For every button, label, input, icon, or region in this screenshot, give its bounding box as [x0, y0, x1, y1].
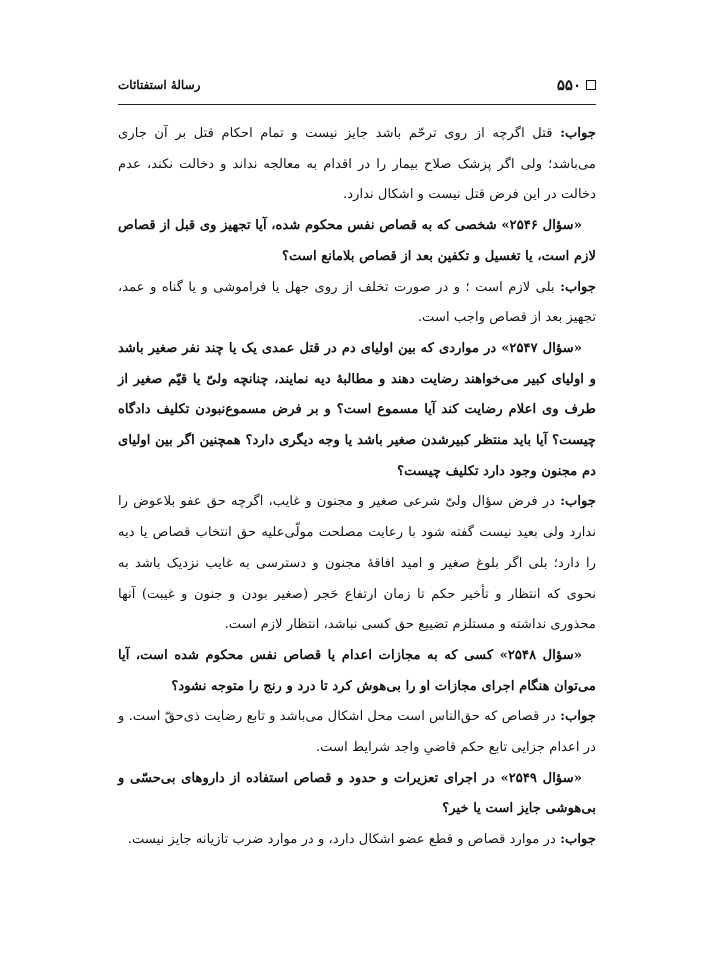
question-paragraph: [118, 334, 596, 488]
answer-paragraph: [118, 825, 596, 856]
page-number: ۵۵۰: [556, 76, 581, 94]
page-number-block: [557, 76, 596, 94]
answer-text: بلی لازم است ؛ و در صورت تخلف از روی جهل یا فراموشی و یا گناه و عمد، تجهیز بعد از قصاص واجب است.: [118, 279, 596, 326]
answer-text: قتل اگرچه از روی ترحّم باشد جایز نیست و تمام احکام قتل بر آن جاری می‌باشد؛ ولی اگر پزشک صلاح بیمار را در اقدام به معالجه نداند و دخالت نکند، عدم دخالت در این فرض قتل نیست و اشکال ندارد.: [118, 126, 596, 203]
question-text: کسی که به مجازات اعدام یا قصاص نفس محکوم شده است، آیا می‌توان هنگام اجرای مجازات او را بی‌هوش کرد تا درد و رنج را متوجه نشود؟: [118, 647, 596, 694]
answer-label: جواب:: [560, 494, 596, 510]
answer-paragraph: [118, 487, 596, 641]
answer-text: در فرض سؤال ولیّ شرعی صغیر و مجنون و غایب، اگرچه حق عفو بلاعوض را ندارد ولی بعید نیست گفته شود با رعایت مصلحت مولّی‌علیه حق انتخاب قصاص یا دیه را دارد؛ بلی اگر بلوغ صغیر و امید افاقهٔ مجنون و دسترسی به غایب نزدیک باشد به نحوی که انتظار و تأخیر حکم تا زمان ارتفاع حَجر (صغیر بودن و جنون و غیبت) آنها محذوری نداشته و مستلزم تضییع حق کسی نباشد، انتظار لازم است.: [118, 494, 596, 633]
answer-paragraph: [118, 119, 596, 211]
running-title: رسالهٔ استفتائات: [118, 78, 201, 92]
page-header: [118, 74, 596, 105]
question-label: «سؤال ۲۵۴۶»: [501, 218, 582, 234]
answer-paragraph: [118, 702, 596, 763]
question-label: «سؤال ۲۵۴۹»: [500, 770, 582, 786]
square-bullet-icon: [586, 80, 596, 90]
question-text: در اجرای تعزیرات و حدود و قصاص استفاده از داروهای بی‌حسّی و بی‌هوشی جایز است یا خیر؟: [118, 770, 596, 817]
answer-text: در موارد قصاص و قطع عضو اشکال دارد، و در موارد ضرب تازیانه جایز نیست.: [127, 832, 561, 848]
answer-label: جواب:: [560, 126, 596, 141]
question-label: «سؤال ۲۵۴۸»: [499, 647, 582, 663]
question-paragraph: [118, 211, 596, 272]
question-label: «سؤال ۲۵۴۷»: [501, 340, 582, 356]
answer-label: جواب:: [560, 279, 596, 295]
answer-paragraph: [118, 273, 596, 334]
question-paragraph: [118, 641, 596, 702]
main-text: [118, 119, 596, 856]
question-text: در مواردی که بین اولیای دم در قتل عمدی یک یا چند نفر صغیر باشد و اولیای کبیر می‌خواهند رضایت دهند و مطالبهٔ دیه نمایند، چنانچه ولیّ یا قیّم صغیر از طرف وی اعلام رضایت کند آیا مسموع است؟ و بر فرض مسموع‌نبودن تکلیف دادگاه چیست؟ آیا باید منتظر کبیرشدن صغیر باشد یا وجه دیگری دارد؟ همچنین اگر بین اولیای دم مجنون وجود دارد تکلیف چیست؟: [118, 340, 596, 479]
question-paragraph: [118, 764, 596, 825]
answer-label: جواب:: [560, 709, 596, 725]
question-text: شخصی که به قصاص نفس محکوم شده، آیا تجهیز وی قبل از قصاص لازم است، یا تغسیل و تکفین بعد از قصاص بلامانع است؟: [118, 218, 596, 264]
answer-text: در قصاص که حق‌الناس است محل اشکال می‌باشد و تابع رضایت ذی‌حقّ است. و در اعدام جزایی تابع حکم قاضیِ واجد شرایط است.: [118, 709, 596, 756]
answer-label: جواب:: [560, 832, 596, 848]
